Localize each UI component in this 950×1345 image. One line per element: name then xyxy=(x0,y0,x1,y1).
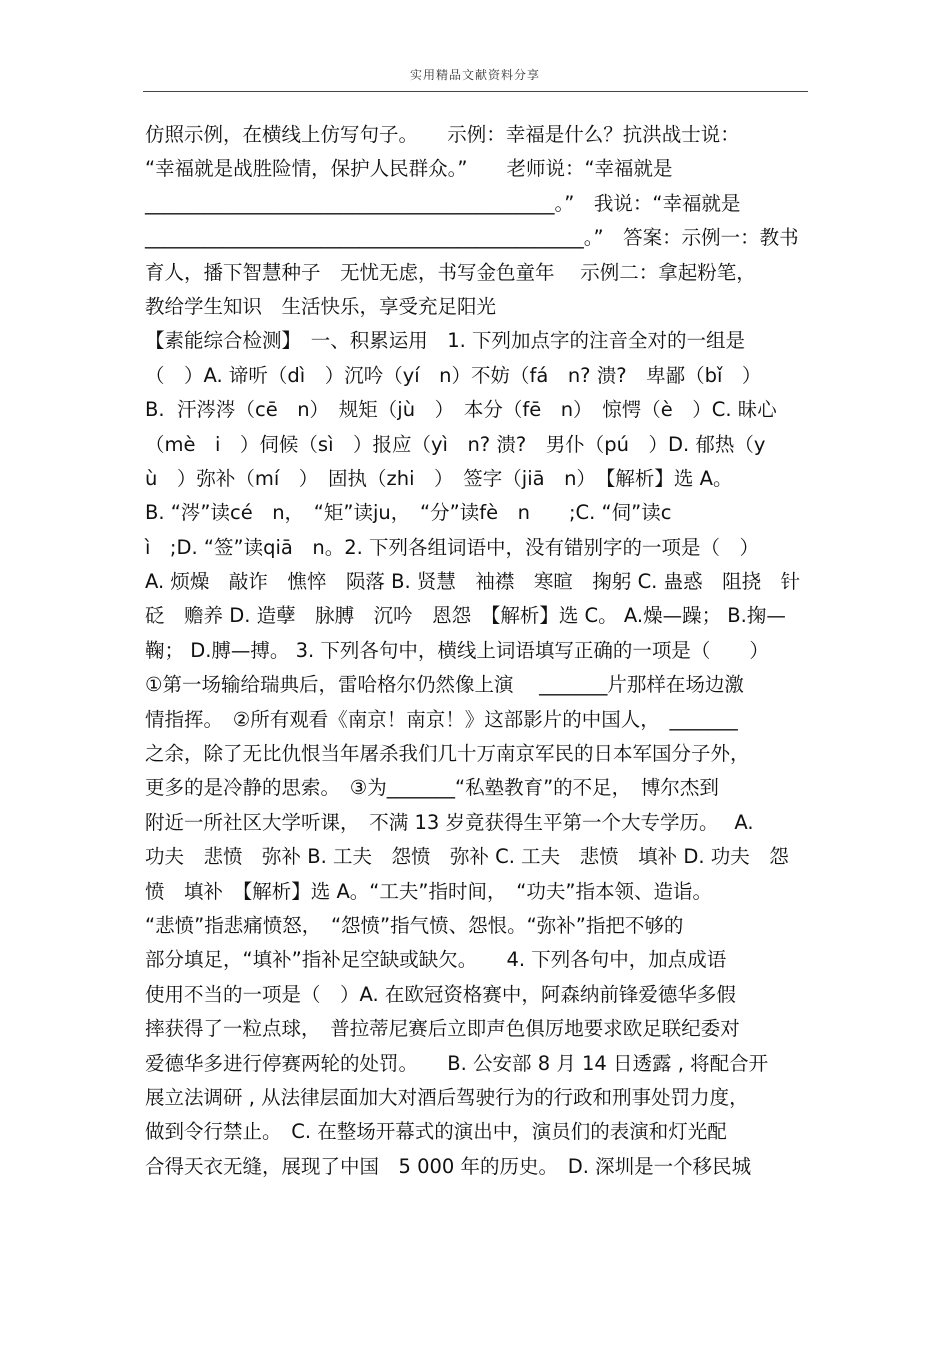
text-line: 功夫 悲愤 弥补 B. 工夫 怨愤 弥补 C. 工夫 悲愤 填补 D. 功夫 怨 xyxy=(145,845,789,869)
text-line: ù ）弥补（mí ） 固执（zhi ） 签字（jiā n） 【解析】选 A。 xyxy=(145,466,733,490)
text-line: 做到令行禁止。 C. 在整场开幕式的演出中，演员们的表演和灯光配 xyxy=(145,1120,727,1144)
text-line: （mè i ）伺候（sì ）报应（yì n? 溃? 男仆（pú ）D. 郁热（y xyxy=(145,432,766,456)
document-body xyxy=(145,118,807,1184)
text-line: 附近一所社区大学听课， 不满 13 岁竟获得生平第一个大专学历。 A. xyxy=(145,810,754,834)
text-line: 鞠； D.膊—搏。 3. 下列各句中，横线上词语填写正确的一项是（ ） xyxy=(145,638,769,662)
text-line: 愤 填补 【解析】选 A。“工夫”指时间， “功夫”指本领、造诣。 xyxy=(145,879,712,903)
text-line: ì ;D. “签”读qiā n。2. 下列各组词语中，没有错别字的一项是（ ） xyxy=(145,535,760,559)
text-line: A. 烦燥 敲诈 憔悴 陨落 B. 贤慧 袖襟 寒暄 掬躬 C. 蛊惑 阻挠 针 xyxy=(145,570,801,594)
text-line: 爱德华多进行停赛两轮的处罚。 B. 公安部 8 月 14 日透露 , 将配合开 xyxy=(145,1051,769,1075)
text-line: ①第一场输给瑞典后，雷哈格尔仍然像上演 _______片那样在场边激 xyxy=(145,673,744,697)
text-line: 之余，除了无比仇恨当年屠杀我们几十万南京军民的日本军国分子外， xyxy=(145,742,750,766)
text-line: 展立法调研 , 从法律层面加大对酒后驾驶行为的行政和刑事处罚力度， xyxy=(145,1085,749,1109)
page-header-title: 实用精品文献资料分享 xyxy=(409,68,540,82)
text-line: 更多的是冷静的思索。 ③为_______“私塾教育”的不足， 博尔杰到 xyxy=(145,776,719,800)
text-line: “悲愤”指悲痛愤怒， “怨愤”指气愤、怨恨。“弥补”指把不够的 xyxy=(145,913,684,937)
text-line: __________________________________________。” 我说：“幸福就是 xyxy=(145,191,741,215)
text-line: 使用不当的一项是（ ）A. 在欧冠资格赛中，阿森纳前锋爱德华多假 xyxy=(145,982,736,1006)
text-line: 育人，播下智慧种子 无忧无虑，书写金色童年 示例二：拿起粉笔， xyxy=(145,260,756,284)
text-line: _____________________________________________。” 答案：示例一：教书 xyxy=(145,226,799,250)
text-line: 教给学生知识 生活快乐，享受充足阳光 xyxy=(145,294,497,318)
text-line: 摔获得了一粒点球， 普拉蒂尼赛后立即声色俱厉地要求欧足联纪委对 xyxy=(145,1017,740,1041)
text-line: （ ）A. 谛听（dì ）沉吟（yí n）不妨（fá n? 溃? 卑鄙（bǐ ） xyxy=(145,363,762,387)
text-line: 仿照示例，在横线上仿写句子。 示例：幸福是什么？抗洪战士说： xyxy=(145,123,740,146)
text-line: 【素能综合检测】 一、积累运用 1. 下列加点字的注音全对的一组是 xyxy=(145,329,746,353)
text-line: B. 汗涔涔（cē n） 规矩（jù ） 本分（fē n） 惊愕（è ）C. 昧心 xyxy=(145,398,777,422)
text-line: B. “涔”读cé n， “矩”读ju， “分”读fè n ;C. “伺”读c xyxy=(145,501,672,525)
text-line: 砭 赡养 D. 造孽 脉膊 沉吟 恩怨 【解析】选 C。 A.燥—躁； B.掬— xyxy=(145,604,786,628)
text-line: “幸福就是战胜险情，保护人民群众。” 老师说：“幸福就是 xyxy=(145,157,673,181)
text-line: 部分填足，“填补”指补足空缺或缺欠。 4. 下列各句中，加点成语 xyxy=(145,948,727,972)
text-line: 合得天衣无缝，展现了中国 5 000 年的历史。 D. 深圳是一个移民城 xyxy=(145,1154,752,1178)
text-line: 情指挥。 ②所有观看《南京！南京！》这部影片的中国人， _______ xyxy=(145,707,738,731)
header-divider xyxy=(143,91,808,92)
